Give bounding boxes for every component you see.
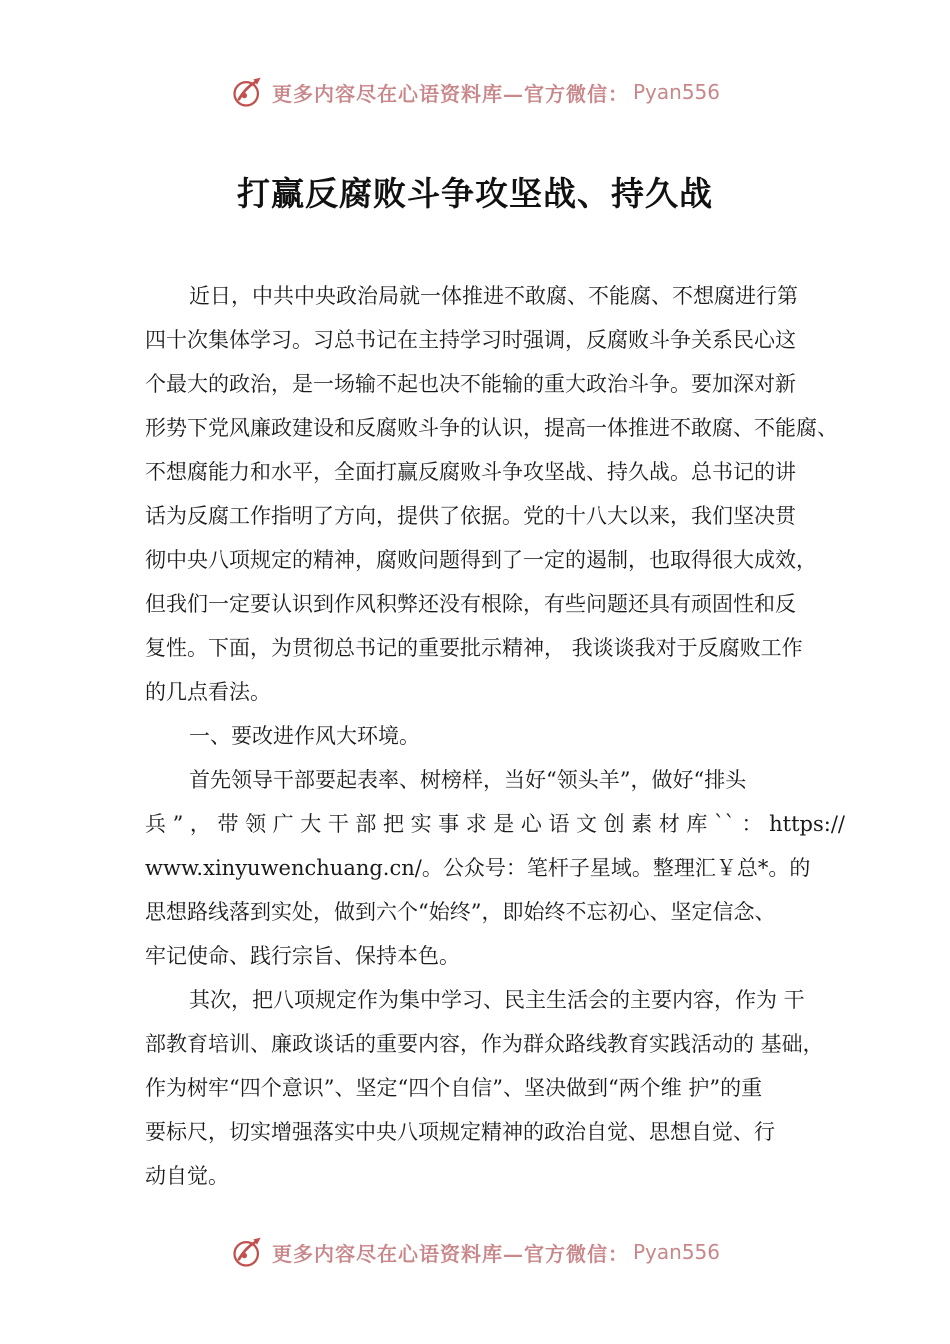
watermark-wechat-id: Pyan556 <box>632 1240 720 1264</box>
body-line: www.xinyuwenchuang.cn/。公众号：笔杆子星域。整理汇￥总*。的 <box>145 856 811 880</box>
document-body <box>145 274 845 1198</box>
body-line: 不想腐能力和水平，全面打赢反腐败斗争攻坚战、持久战。总书记的讲 <box>145 460 796 484</box>
body-line: 四十次集体学习。习总书记在主持学习时强调，反腐败斗争关系民心这 <box>145 328 796 352</box>
body-line: 动自觉。 <box>145 1164 229 1188</box>
body-line: 要标尺，切实增强落实中央八项规定精神的政治自觉、思想自觉、行 <box>145 1120 775 1144</box>
body-line: 其次，把八项规定作为集中学习、民主生活会的主要内容，作为 干 <box>189 988 805 1012</box>
watermark-wechat-id: Pyan556 <box>632 80 720 104</box>
watermark-text: 更多内容尽在心语资料库—官方微信： <box>271 81 629 106</box>
body-line: 作为树牢“四个意识”、坚定“四个自信”、坚决做到“两个维 护”的重 <box>145 1076 763 1100</box>
watermark-text: 更多内容尽在心语资料库—官方微信： <box>271 1241 629 1266</box>
body-line: 但我们一定要认识到作风积弊还没有根除，有些问题还具有顽固性和反 <box>145 592 796 616</box>
body-line: 个最大的政治，是一场输不起也决不能输的重大政治斗争。要加深对新 <box>145 372 796 396</box>
body-line: 复性。下面，为贯彻总书记的重要批示精神， 我谈谈我对于反腐败工作 <box>145 636 803 660</box>
body-line: 思想路线落到实处，做到六个“始终”，即始终不忘初心、坚定信念、 <box>145 900 776 924</box>
body-line: 首先领导干部要起表率、树榜样，当好“领头羊”，做好“排头 <box>189 768 747 792</box>
body-line: 彻中央八项规定的精神，腐败问题得到了一定的遏制，也取得很大成效， <box>145 548 817 572</box>
body-line: 形势下党风廉政建设和反腐败斗争的认识，提高一体推进不敢腐、不能腐、 <box>145 416 838 440</box>
body-line: 牢记使命、践行宗旨、保持本色。 <box>145 944 460 968</box>
document-title: 打赢反腐败斗争攻坚战、持久战 <box>237 174 713 213</box>
watermark-logo-icon <box>230 1234 266 1270</box>
body-line: 话为反腐工作指明了方向，提供了依据。党的十八大以来，我们坚决贯 <box>145 504 796 528</box>
body-line: 部教育培训、廉政谈话的重要内容，作为群众路线教育实践活动的 基础， <box>145 1032 824 1056</box>
body-line: 近日，中共中央政治局就一体推进不敢腐、不能腐、不想腐进行第 <box>189 284 798 308</box>
watermark-banner-top <box>0 72 950 112</box>
watermark-logo-icon <box>230 74 266 110</box>
section-heading: 一、要改进作风大环境。 <box>189 724 420 748</box>
body-line: 的几点看法。 <box>145 680 271 704</box>
watermark-banner-bottom <box>0 1232 950 1272</box>
body-line: 兵”，带领广大干部把实事求是心语文创素材库``：https:// <box>145 812 845 836</box>
